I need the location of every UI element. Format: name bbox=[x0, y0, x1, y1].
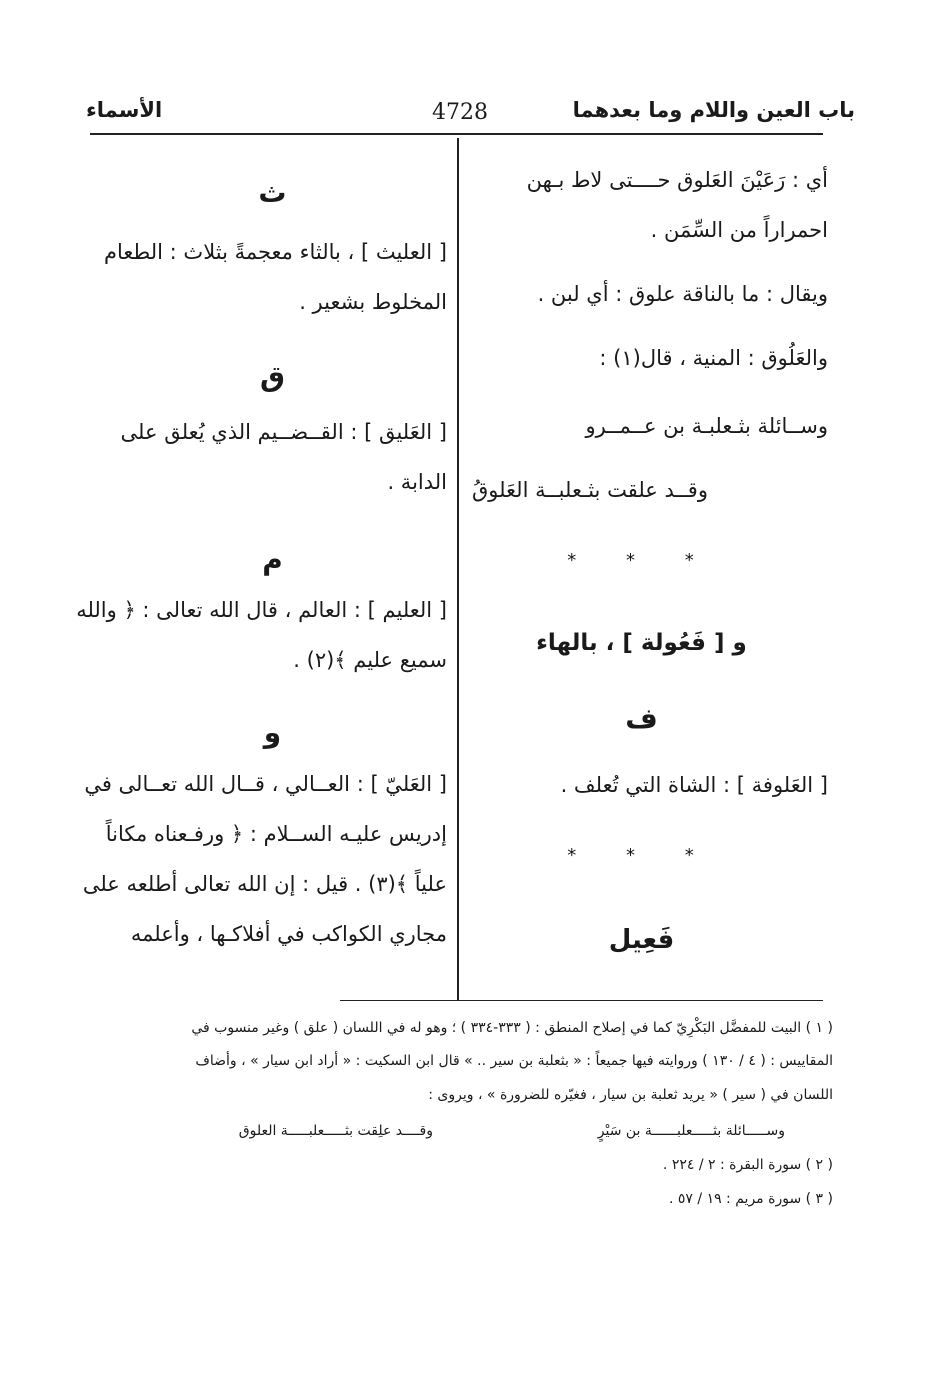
footnote-verse-a: وســـــائلة بثـــــعلبــــــة بن سَيْرٍ bbox=[597, 1123, 785, 1139]
left-waw-3: علياً ﴾(٣) . قيل : إن الله تعالى أطلعه على bbox=[82, 872, 447, 896]
right-line-4: والعَلُوق : المنية ، قال(١) : bbox=[599, 346, 828, 370]
section-heading: و [ فَعُولة ] ، بالهاء bbox=[536, 630, 747, 656]
footnote-rule bbox=[340, 1000, 823, 1001]
left-tha-2: المخلوط بشعير . bbox=[299, 290, 447, 314]
page-number: 4728 bbox=[432, 100, 488, 125]
left-qaf-2: الدابة . bbox=[387, 470, 447, 494]
column-divider bbox=[457, 138, 459, 1000]
left-waw-2: إدريس عليـه الســلام : ﴿ ورفـعناه مكاناً bbox=[105, 822, 447, 846]
letter-heading-waw: و bbox=[263, 716, 282, 749]
footnote-1-line-b: المقاييس : ( ٤ / ١٣٠ ) وروايته فيها جميعاً : « بثعلبة بن سير .. » قال ابن السكيت : « أراد ابن سيار » ، وأضاف bbox=[195, 1053, 833, 1069]
left-qaf-1: [ العَليق ] : القــضــيم الذي يُعلق على bbox=[120, 420, 447, 444]
running-title-left: الأسماء bbox=[86, 98, 163, 122]
footnote-2: ( ٢ ) سورة البقرة : ٢ / ٢٢٤ . bbox=[662, 1157, 833, 1173]
left-waw-1: [ العَليّ ] : العــالي ، قــال الله تعــالى في bbox=[84, 772, 447, 796]
right-verse-2a: وســائلة بثـعلبـة بن عــمــرو bbox=[585, 414, 828, 438]
left-mim-1: [ العليم ] : العالم ، قال الله تعالى : ﴿ والله bbox=[76, 598, 447, 622]
star-separator: * * * bbox=[567, 845, 716, 866]
footnote-1-line-c: اللسان في ( سير ) « يريد ثعلبة بن سيار ، فغيّره للضرورة » ، ويروى : bbox=[428, 1087, 833, 1103]
footnote-verse-b: وقــــد علِقت بثـــــعلبـــــة العلوق bbox=[238, 1123, 433, 1139]
footnote-1-line-a: ( ١ ) البيت للمفضَّل البَكْرِيّ كما في إصلاح المنطق : ( ٣٣٣-٣٣٤ ) ؛ وهو له في اللسان ( علق ) وغير منسوب في bbox=[191, 1020, 833, 1036]
right-line-alufa: [ العَلوفة ] : الشاة التي تُعلف . bbox=[560, 773, 828, 797]
right-verse-2b: وقــد علقت بثـعلبــة العَلوقُ bbox=[471, 478, 708, 502]
right-verse-1b: احمراراً من السِّمَن . bbox=[650, 218, 828, 242]
right-line-3: ويقال : ما بالناقة علوق : أي لبن . bbox=[537, 282, 828, 306]
left-tha-1: [ العليث ] ، بالثاء معجمةً بثلاث : الطعام bbox=[104, 240, 447, 264]
running-title-right: باب العين واللام وما بعدهما bbox=[572, 98, 855, 122]
letter-heading-tha: ث bbox=[258, 176, 287, 209]
header-rule bbox=[90, 133, 823, 135]
pattern-heading: فَعِيل bbox=[608, 925, 675, 955]
letter-heading-mim: م bbox=[262, 543, 283, 576]
star-separator: * * * bbox=[567, 550, 716, 571]
letter-heading-qaf: ق bbox=[259, 360, 286, 393]
left-mim-2: سميع عليم ﴾(٢) . bbox=[293, 648, 447, 672]
right-verse-1a: أي : رَعَيْنَ العَلوق حــــتى لاط بـهن bbox=[526, 168, 828, 192]
footnote-3: ( ٣ ) سورة مريم : ١٩ / ٥٧ . bbox=[668, 1191, 833, 1207]
left-waw-4: مجاري الكواكب في أفلاكـها ، وأعلمه bbox=[130, 922, 447, 946]
letter-heading-fa: ف bbox=[625, 702, 658, 735]
